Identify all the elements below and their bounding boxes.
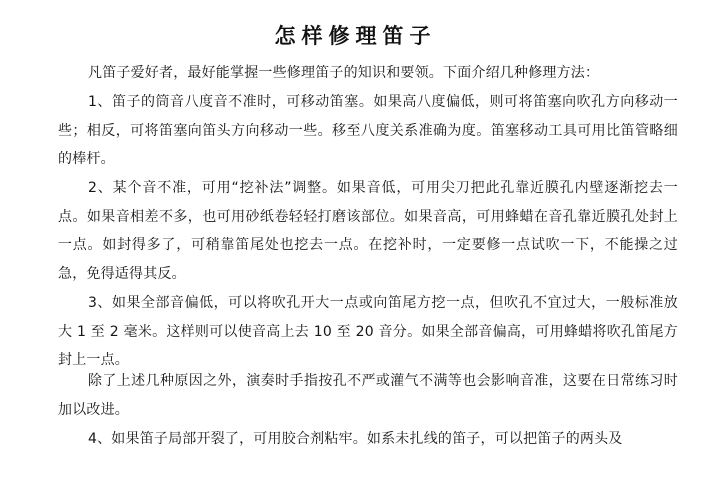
paragraph-intro: 凡笛子爱好者，最好能掌握一些修理笛子的知识和要领。下面介绍几种修理方法：	[88, 65, 600, 81]
paragraph-note: 除了上述几种原因之外，演奏时手指按孔不严或灌气不满等也会影响音准，这要在日常练习时加以改进。	[58, 373, 678, 418]
paragraph-method-4: 4、如果笛子局部开裂了，可用胶合剂粘牢。如系未扎线的笛子，可以把笛子的两头及	[88, 431, 623, 447]
paragraph-method-2: 2、某个音不准，可用“挖补法”调整。如果音低，可用尖刀把此孔靠近膜孔内壁逐渐挖去一点。如果音相差不多，也可用砂纸卷轻轻打磨该部位。如果音高，可用蜂蜡在音孔靠近膜孔处封上一点。如封得多了，可稍靠笛尾处也挖去一点。在挖补时，一定要修一点试吹一下，不能操之过急，免得适得其反。	[58, 180, 678, 282]
document-title: 怎样修理笛子	[274, 23, 437, 48]
paragraph-method-3: 3、如果全部音偏低，可以将吹孔开大一点或向笛尾方挖一点，但吹孔不宜过大，一般标准放大 1 至 2 毫米。这样则可以使音高上去 10 至 20 音分。如果全部音偏高，可用蜂蜡将吹孔笛尾方封上一点。	[58, 295, 678, 369]
paragraph-method-1: 1、笛子的筒音八度音不准时，可移动笛塞。如果高八度偏低，则可将笛塞向吹孔方向移动一些；相反，可将笛塞向笛头方向移动一些。移至八度关系准确为度。笛塞移动工具可用比笛管略细的棒杆。	[58, 94, 678, 168]
page-cutoff	[0, 462, 711, 478]
